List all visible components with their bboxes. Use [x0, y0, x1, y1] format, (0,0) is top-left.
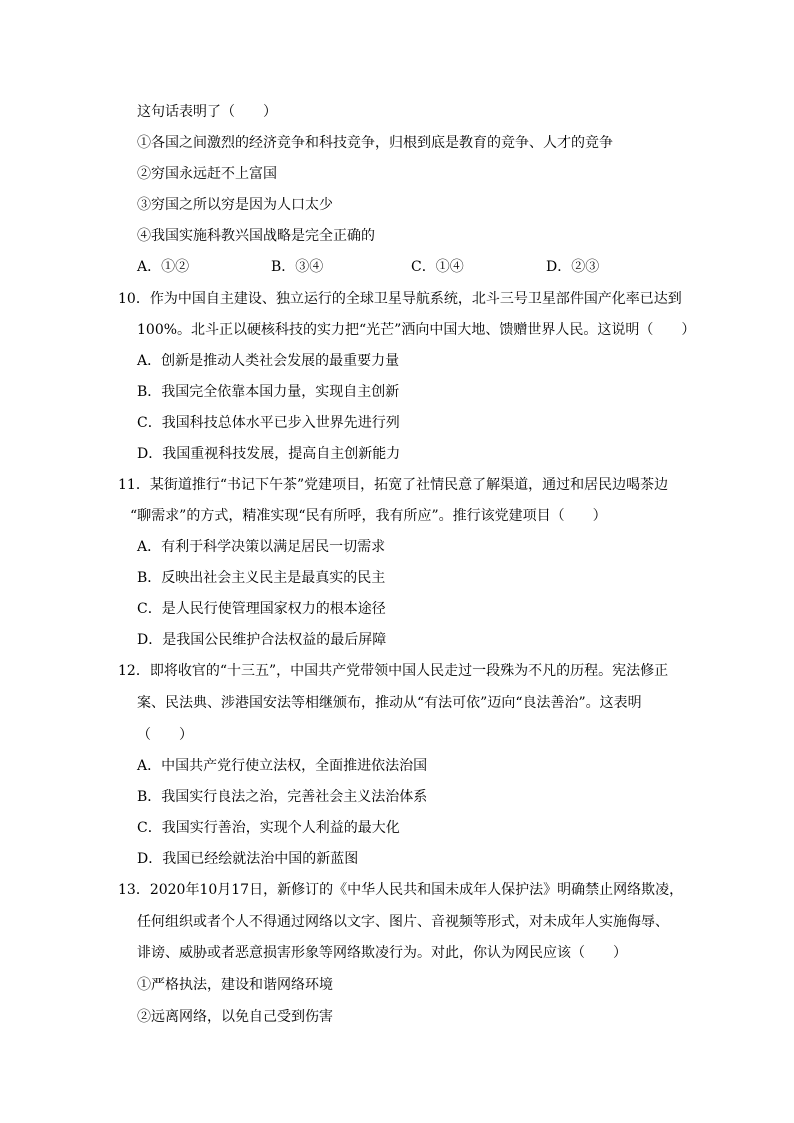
q11-option-c: C．是人民行使管理国家权力的根本途径 — [137, 601, 386, 617]
q12-stem-line-2: 案、民法典、涉港国安法等相继颁布，推动从“有法可依”迈向“良法善治”。这表明 — [137, 695, 642, 711]
q9-option-b: B．③④ — [271, 259, 324, 275]
q9-stem-tail: 这句话表明了（ ） — [137, 104, 277, 120]
q13-stem-line-1: 13．2020年10月17日，新修订的《中华人民共和国未成年人保护法》明确禁止网络欺凌， — [118, 882, 684, 898]
q10-option-b: B．我国完全依靠本国力量，实现自主创新 — [137, 384, 400, 400]
q13-item-2: ②远离网络，以免自己受到伤害 — [137, 1009, 333, 1025]
q12-option-b: B．我国实行良法之治，完善社会主义法治体系 — [137, 789, 428, 805]
q12-stem-line-1: 12．即将收官的“十三五”，中国共产党带领中国人民走过一段殊为不凡的历程。宪法修正 — [118, 663, 669, 679]
q12-option-d: D．我国已经绘就法治中国的新蓝图 — [137, 851, 359, 867]
q9-option-a: A．①② — [137, 259, 190, 275]
q11-option-b: B．反映出社会主义民主是最真实的民主 — [137, 570, 386, 586]
q13-stem-line-2: 任何组织或者个人不得通过网络以文字、图片、音视频等形式，对未成年人实施侮辱、 — [137, 914, 669, 930]
q11-stem-line-1: 11．某街道推行“书记下午茶”党建项目，拓宽了社情民意了解渠道，通过和居民边喝茶边 — [118, 477, 669, 493]
q9-item-4: ④我国实施科教兴国战略是完全正确的 — [137, 228, 375, 244]
q9-item-3: ③穷国之所以穷是因为人口太少 — [137, 197, 333, 213]
q11-option-d: D．是我国公民维护合法权益的最后屏障 — [137, 632, 387, 648]
q12-option-c: C．我国实行善治，实现个人利益的最大化 — [137, 820, 400, 836]
q9-item-1: ①各国之间激烈的经济竞争和科技竞争，归根到底是教育的竞争、人才的竞争 — [137, 135, 613, 151]
q10-stem-line-1: 10．作为中国自主建设、独立运行的全球卫星导航系统，北斗三号卫星部件国产化率已达到 — [118, 291, 682, 307]
q13-item-1: ①严格执法，建设和谐网络环境 — [137, 977, 333, 993]
q13-stem-line-3: 诽谤、威胁或者恶意损害形象等网络欺凌行为。对此，你认为网民应该（ ） — [137, 945, 627, 961]
q9-item-2: ②穷国永远赶不上富国 — [137, 166, 277, 182]
q9-option-c: C．①④ — [411, 259, 464, 275]
q10-stem-line-2: 100%。北斗正以硬核科技的实力把“光芒”洒向中国大地、馈赠世界人民。这说明（ ） — [137, 322, 696, 338]
q10-option-a: A．创新是推动人类社会发展的最重要力量 — [137, 353, 400, 369]
q12-option-a: A．中国共产党行使立法权，全面推进依法治国 — [137, 758, 428, 774]
q9-option-d: D．②③ — [546, 259, 600, 275]
q10-option-c: C．我国科技总体水平已步入世界先进行列 — [137, 415, 400, 431]
q11-stem-line-2: “聊需求”的方式，精准实现“民有所呼，我有所应”。推行该党建项目（ ） — [130, 508, 607, 524]
q12-stem-line-3: （ ） — [137, 727, 193, 743]
q10-option-d: D．我国重视科技发展，提高自主创新能力 — [137, 446, 401, 462]
q11-option-a: A．有利于科学决策以满足居民一切需求 — [137, 539, 386, 555]
